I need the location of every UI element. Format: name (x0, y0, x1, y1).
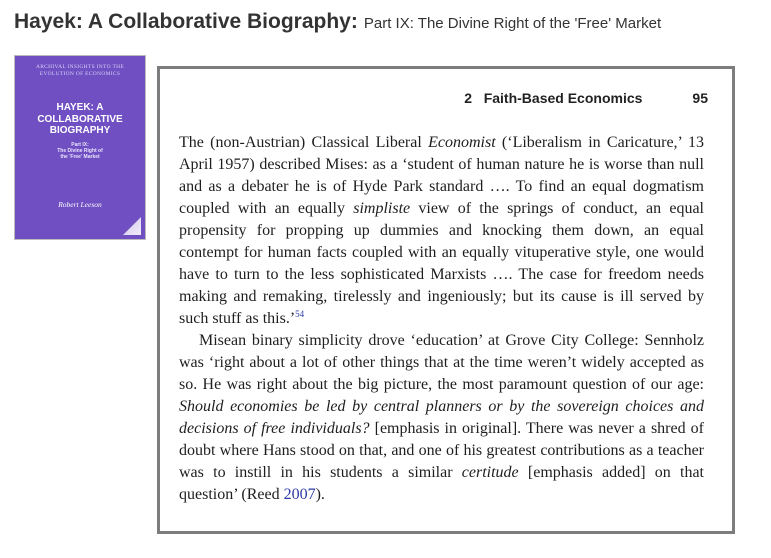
page-curl-icon (123, 217, 141, 235)
book-title: Hayek: A Collaborative Biography (14, 10, 351, 33)
citation-link[interactable]: 2007 (283, 486, 316, 503)
chapter-title: 2 Faith-Based Economics (464, 90, 643, 106)
page-preview (157, 66, 735, 534)
paragraph: Misean binary simplicity drove ‘education’ at Grove City College: Sennholz was ‘right about a lot of other things that at the time weren’t widely accepted as so. He was right about the big picture, the most paramount question of our age: Should economies be led by central planners or by the sovereign choices and decisions of free individuals? [emphasis in original]. There was never a shred of doubt where Hans stood on that, and one of his greatest contributions as a teacher was to instill in his students a similar certitude [emphasis added] on that question’ (Reed 2007). (179, 332, 704, 503)
book-subtitle: Part IX: The Divine Right of the 'Free' Market (363, 15, 662, 32)
paragraph: The (non-Austrian) Classical Liberal Economist (‘Liberalism in Caricature,’ 13 April 1957) described Mises: as a ‘student of human nature he is worse than null and as a debater he is of Hyde Park standard …. To find an equal dogmatism coupled with an equally simpliste view of the springs of conduct, an equal propensity for propping up dummies and knocking them down, an equal contempt for human facts coupled with an equally vituperative style, one would have to turn to the less sophisticated Marxists …. The case for freedom needs making and remaking, tirelessly and ingeniously; but its cause is ill served by such stuff as this.’$^{54}$ (179, 134, 704, 327)
page-number: 95 (692, 90, 708, 106)
page-body (179, 132, 704, 506)
cover-series: ARCHIVAL INSIGHTS INTO THE EVOLUTION OF ECONOMICS (35, 64, 125, 77)
title-colon: : (350, 10, 358, 33)
cover-author: Robert Leeson (58, 200, 102, 209)
running-head (464, 90, 708, 106)
book-cover[interactable] (15, 56, 145, 239)
page-heading (14, 10, 764, 34)
cover-part: Part IX: The Divine Right of the 'Free' Market (57, 142, 103, 160)
footnote-ref[interactable]: 54 (295, 309, 305, 319)
cover-title: HAYEK: A COLLABORATIVE BIOGRAPHY (37, 102, 123, 136)
